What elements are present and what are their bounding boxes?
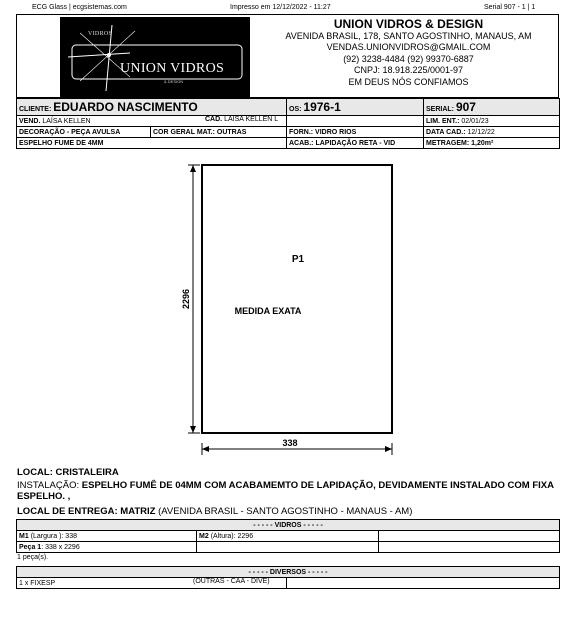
vidros-title: - - - - - VIDROS - - - - - — [17, 520, 560, 531]
width-value: 338 — [282, 438, 298, 448]
entrega-address: (AVENIDA BRASIL - SANTO AGOSTINHO - MANAUS - AM) — [158, 506, 413, 517]
os-cell: OS: 1976-1 — [287, 99, 424, 116]
cad-user: LAISA KELLEN L — [224, 116, 279, 123]
m2-cell: M2 (Altura): 2296 — [197, 531, 379, 542]
data-cad: 12/12/22 — [467, 128, 495, 136]
serial-number: 907 — [455, 100, 476, 114]
company-email: VENDAS.UNIONVIDROS@GMAIL.COM — [326, 42, 491, 53]
vend-cell: VEND. LAÍSA KELLEN CAD. LAISA KELLEN L — [17, 116, 287, 127]
peca-count: 1 peça(s). — [17, 554, 49, 561]
vendor: LAÍSA KELLEN — [42, 117, 91, 125]
arrow-down-icon — [190, 426, 196, 433]
instalacao-value: ESPELHO FUMÊ DE 04MM COM ACABAMEMTO DE LAPIDAÇÃO, DEVIDAMENTE INSTALADO COM FIXA ESPELHO. , — [17, 480, 554, 502]
glass-piece-outline — [202, 165, 392, 433]
company-motto: EM DEUS NÓS CONFIAMOS — [348, 76, 469, 87]
peca-value: : 338 x 2296 — [41, 543, 80, 551]
company-name: UNION VIDROS & DESIGN — [333, 17, 484, 31]
logo-star-icon — [60, 17, 250, 97]
cor-geral: COR GERAL MAT.: OUTRAS — [151, 127, 287, 138]
height-value: 2296 — [181, 288, 191, 310]
company-info — [257, 17, 560, 88]
serial-cell: SERIAL: 907 — [424, 99, 560, 116]
produto: ESPELHO FUME DE 4MM — [17, 138, 287, 149]
entrega-line: LOCAL DE ENTREGA: MATRIZ (AVENIDA BRASIL - SANTO AGOSTINHO - MANAUS - AM) — [17, 506, 413, 517]
piece-label: P1 — [291, 254, 305, 265]
fornecedor: FORN.: VIDRO RIOS — [287, 127, 424, 138]
decoracao: DECORAÇÃO - PEÇA AVULSA — [17, 127, 151, 138]
app-label: ECG Glass | ecgsistemas.com — [32, 4, 127, 11]
printed-date: Impresso em 12/12/2022 - 11:27 — [230, 4, 331, 11]
diversos-table — [16, 566, 560, 589]
diversos-title: - - - - - DIVERSOS - - - - - — [17, 567, 560, 578]
lim-cell: LIM. ENT.: 02/01/23 — [424, 116, 560, 127]
logo-small-text: VIDROS — [88, 31, 113, 37]
diversos-detail: (OUTRAS - CAA - DIVE) — [193, 578, 270, 585]
company-header — [16, 14, 559, 98]
arrow-up-icon — [190, 165, 196, 172]
logo-big-text: UNION VIDROS — [120, 61, 225, 76]
local-value: CRISTALEIRA — [55, 467, 119, 478]
vidros-table — [16, 519, 560, 553]
instalacao-line: INSTALAÇÃO: ESPELHO FUMÊ DE 04MM COM ACABAMEMTO DE LAPIDAÇÃO, DEVIDAMENTE INSTALADO COM FIXA ESPELHO. , — [17, 480, 554, 502]
data-cad-cell: DATA CAD.: 12/12/22 — [424, 127, 560, 138]
acabamento: ACAB.: LAPIDAÇÃO RETA - VID — [287, 138, 424, 149]
local-line: LOCAL: CRISTALEIRA — [17, 467, 119, 478]
cliente-name: EDUARDO NASCIMENTO — [53, 100, 198, 114]
order-info-table — [16, 98, 560, 149]
lim-date: 02/01/23 — [461, 117, 489, 125]
serial-page: Serial 907 - 1 | 1 — [484, 4, 536, 11]
arrow-left-icon — [202, 446, 209, 452]
diversos-item-cell — [17, 578, 287, 589]
cliente-cell: CLIENTE: EDUARDO NASCIMENTO — [17, 99, 287, 116]
company-cnpj: CNPJ: 18.918.225/0001-97 — [353, 65, 464, 76]
arrow-right-icon — [385, 446, 392, 452]
m1-value: (Largura ): 338 — [30, 532, 77, 540]
m2-value: (Altura): 2296 — [210, 532, 254, 540]
print-header — [0, 4, 581, 14]
entrega-value: MATRIZ — [120, 506, 156, 517]
company-logo — [60, 17, 250, 97]
metragem: METRAGEM: 1,20m² — [424, 138, 560, 149]
m1-cell: M1 (Largura ): 338 — [17, 531, 197, 542]
measure-note: MEDIDA EXATA — [234, 306, 302, 316]
logo-tiny-text: & DESIGN — [164, 79, 184, 84]
peca-cell: Peça 1: 338 x 2296 — [17, 542, 197, 553]
diversos-item: 1 x FIXESP — [19, 579, 56, 587]
os-number: 1976-1 — [303, 100, 341, 114]
company-phones: (92) 3238-4484 (92) 99370-6887 — [343, 53, 474, 64]
company-address: AVENIDA BRASIL, 178, SANTO AGOSTINHO, MANAUS, AM — [285, 31, 532, 41]
